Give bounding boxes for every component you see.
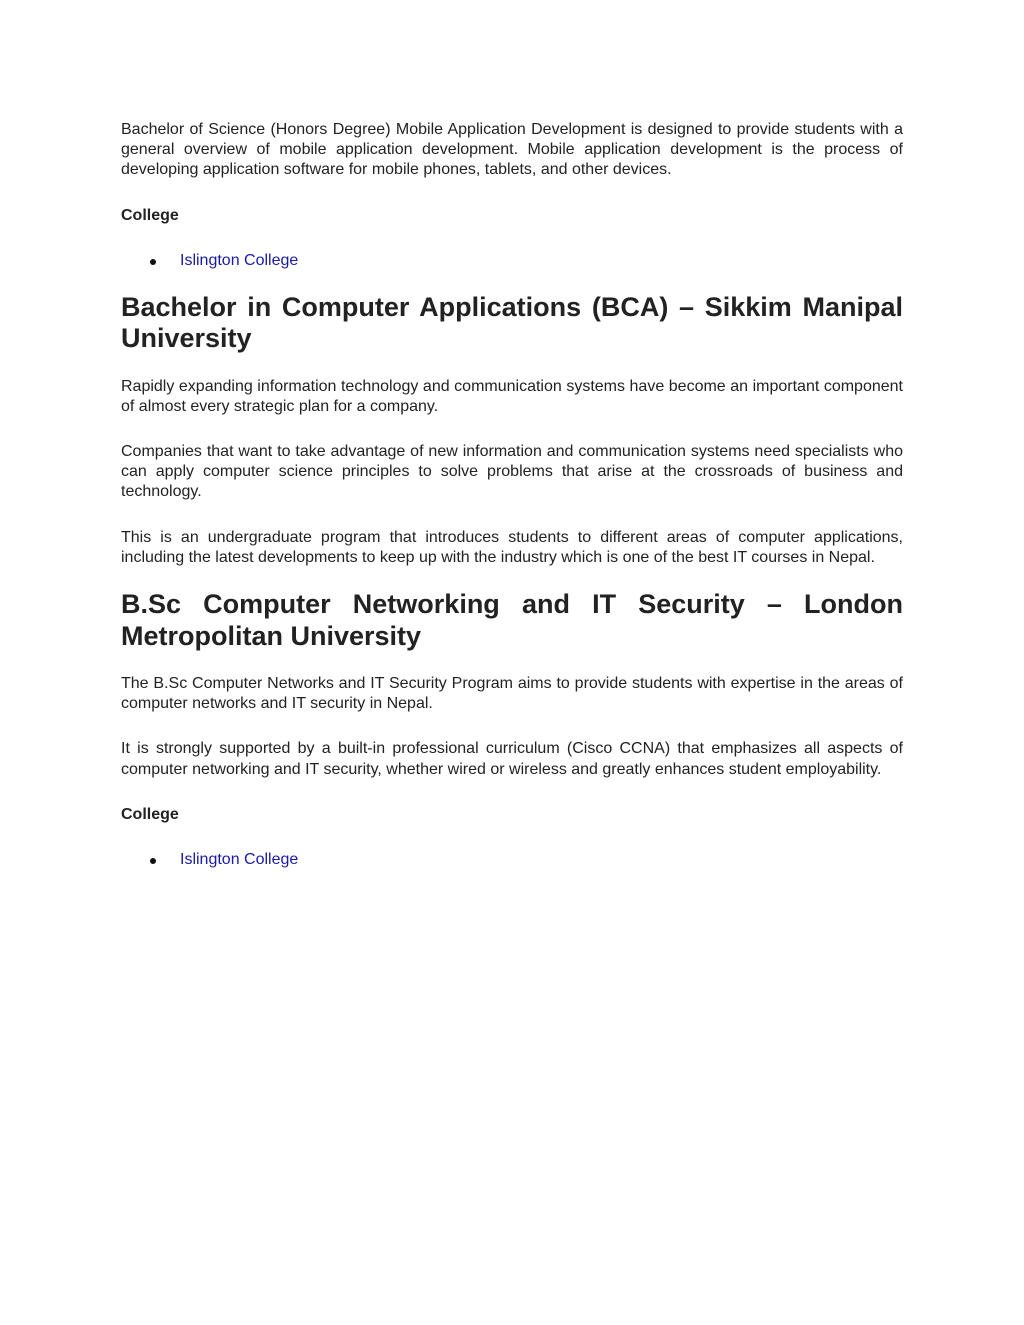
document-page [121,120,903,870]
college-list [121,251,903,271]
bca-paragraph-1: Rapidly expanding information technology and communication systems have become an important component of almost every strategic plan for a company. [121,377,903,415]
islington-college-link[interactable]: Islington College [180,850,299,868]
list-item [121,850,903,870]
list-item [121,251,903,271]
intro-paragraph: Bachelor of Science (Honors Degree) Mobile Application Development is designed to provide students with a general overview of mobile application development. Mobile application development is the process of developing application software for mobile phones, tablets, and other devices. [121,121,903,179]
bsc-networking-heading: B.Sc Computer Networking and IT Security – London Metropolitan University [121,589,903,651]
bsc-paragraph-1: The B.Sc Computer Networks and IT Security Program aims to provide students with expertise in the areas of computer networks and IT security in Nepal. [121,675,903,713]
bca-heading: Bachelor in Computer Applications (BCA) – Sikkim Manipal University [121,291,903,354]
college-list [121,850,903,870]
islington-college-link[interactable]: Islington College [180,251,299,269]
college-label: College [121,805,179,823]
bsc-paragraph-2: It is strongly supported by a built-in professional curriculum (Cisco CCNA) that emphasizes all aspects of computer networking and IT security, whether wired or wireless and greatly enhances student employability. [121,740,903,778]
bullet-icon [150,858,156,864]
bca-paragraph-3: This is an undergraduate program that introduces students to different areas of computer applications, including the latest developments to keep up with the industry which is one of the best IT courses in Nepal. [121,528,903,566]
college-label: College [121,206,179,224]
bca-paragraph-2: Companies that want to take advantage of new information and communication systems need specialists who can apply computer science principles to solve problems that arise at the crossroads of business and technology. [121,443,903,501]
bullet-icon [150,259,156,265]
